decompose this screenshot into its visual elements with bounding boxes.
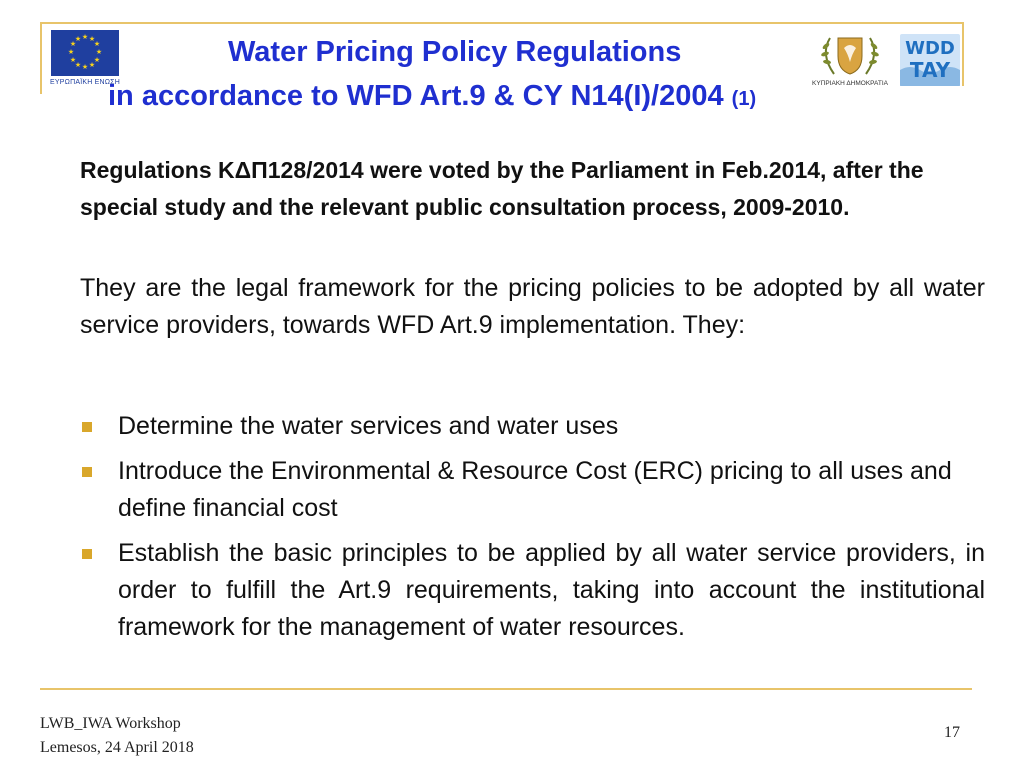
header-frame-right (962, 22, 964, 86)
svg-text:★: ★ (93, 40, 101, 48)
page-number: 17 (944, 724, 960, 741)
bullet-list (80, 408, 985, 654)
footer-divider (40, 688, 972, 690)
svg-text:★: ★ (81, 63, 89, 71)
eu-logo-caption: ΕΥΡΩΠΑΪΚΗ ΕΝΩΣΗ (50, 79, 120, 86)
square-bullet-icon (82, 549, 92, 559)
footer-date: Lemesos, 24 April 2018 (40, 739, 194, 756)
footer-info (40, 712, 194, 760)
subtitle-part-number: (1) (731, 88, 757, 110)
intro-paragraph: They are the legal framework for the pricing policies to be adopted by all water service providers, towards WFD Art.9 implementation. They: (80, 274, 985, 339)
eu-stars-icon (51, 30, 119, 76)
header-frame-top (40, 22, 964, 24)
svg-text:★: ★ (81, 33, 89, 41)
list-item-text: Introduce the Environmental & Resource Cost (ERC) pricing to all uses and define financial cost (118, 457, 952, 522)
svg-text:★: ★ (74, 35, 82, 43)
subtitle-main: in accordance to WFD Art.9 & CY N14(I)/2004 (108, 80, 732, 112)
page-title: Water Pricing Policy Regulations (228, 36, 682, 68)
svg-text:★: ★ (88, 61, 96, 69)
cyprus-logo-caption: ΚΥΠΡΙΑΚΗ ΔΗΜΟΚΡΑΤΙΑ (812, 80, 888, 87)
wdd-logo-icon (898, 30, 962, 90)
svg-text:★: ★ (93, 56, 101, 64)
intro-bold-paragraph: Regulations ΚΔΠ128/2014 were voted by the Parliament in Feb.2014, after the special study and the relevant public consultation process, 2009-2010. (80, 157, 924, 220)
eu-flag-icon (51, 30, 119, 76)
list-item-text: Determine the water services and water uses (118, 412, 619, 440)
cyprus-emblem-icon (808, 32, 892, 78)
svg-text:★: ★ (69, 56, 77, 64)
list-item (80, 535, 985, 646)
cyprus-emblem-logo (808, 32, 892, 94)
list-item (80, 408, 985, 445)
header-frame-left (40, 22, 42, 94)
square-bullet-icon (82, 422, 92, 432)
svg-text:★: ★ (69, 40, 77, 48)
wdd-logo (898, 30, 962, 90)
svg-text:★: ★ (95, 48, 103, 56)
svg-text:WDD: WDD (905, 38, 955, 59)
svg-text:★: ★ (74, 61, 82, 69)
list-item-text: Establish the basic principles to be applied by all water service providers, in order to fulfill the Art.9 requirements, taking into account the institutional framework for the management of water resources. (118, 539, 985, 641)
svg-text:★: ★ (88, 35, 96, 43)
svg-text:★: ★ (67, 48, 75, 56)
list-item (80, 453, 985, 527)
svg-text:TAY: TAY (909, 58, 951, 82)
square-bullet-icon (82, 467, 92, 477)
page-subtitle (108, 80, 756, 113)
footer-event: LWB_IWA Workshop (40, 715, 181, 732)
